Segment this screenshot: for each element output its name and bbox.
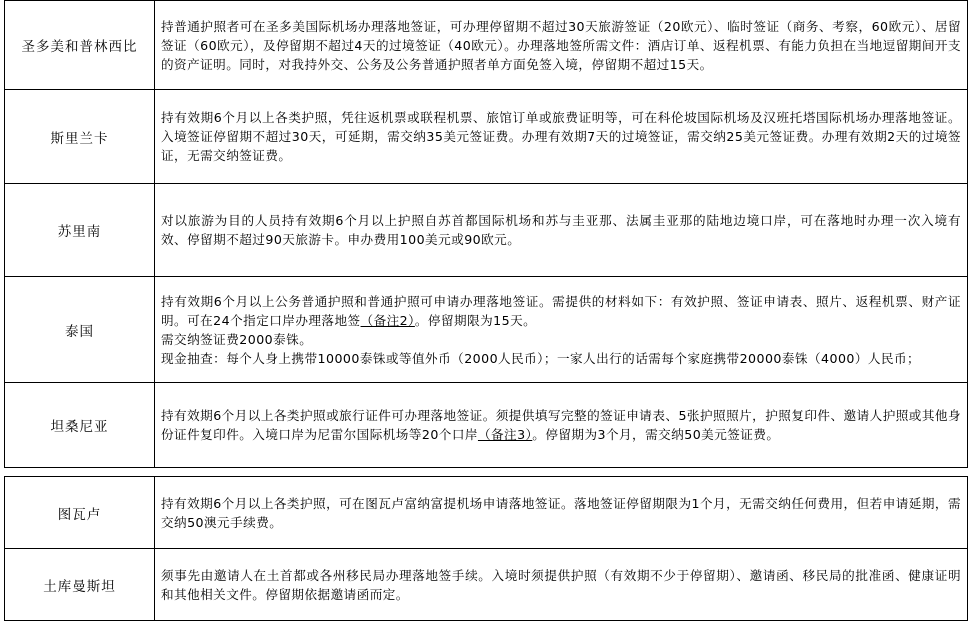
description-cell: 须事先由邀请人在土首都或各州移民局办理落地签手续。入境时须提供护照（有效期不少于停留期）、邀请函、移民局的批准函、健康证明和其他相关文件。停留期依据邀请函而定。 — [155, 549, 968, 621]
country-cell: 泰国 — [5, 277, 155, 383]
table-row — [5, 477, 968, 549]
footnote-ref: （备注3） — [477, 427, 533, 442]
country-cell: 图瓦卢 — [5, 477, 155, 549]
country-cell: 土库曼斯坦 — [5, 549, 155, 621]
paragraph: 需交纳签证费2000泰铢。 — [161, 331, 313, 347]
country-cell: 斯里兰卡 — [5, 90, 155, 184]
table-row — [5, 184, 968, 277]
text-segment: 。停留期为3个月，需交纳50美元签证费。 — [532, 427, 780, 442]
description-cell: 持有效期6个月以上各类护照，可在图瓦卢富纳富提机场申请落地签证。落地签证停留期限为1个月，无需交纳任何费用，但若申请延期，需交纳50澳元手续费。 — [155, 477, 968, 549]
table-row — [5, 90, 968, 184]
text-segment: 持有效期6个月以上各类护照或旅行证件可办理落地签证。须提供填写完整的签证申请表、5张护照照片，护照复印件、邀请人护照或其他身份证件复印件。入境口岸为尼雷尔国际机场等20个口岸 — [161, 408, 961, 442]
description-cell — [155, 383, 968, 468]
description-cell: 持普通护照者可在圣多美国际机场办理落地签证，可办理停留期不超过30天旅游签证（20欧元）、临时签证（商务、考察，60欧元）、居留签证（60欧元），及停留期不超过4天的过境签证（40欧元）。办理落地签所需文件：酒店订单、返程机票、有能力负担在当地逗留期间开支的资产证明。同时，对我持外交、公务及公务普通护照者单方面免签入境，停留期不超过15天。 — [155, 1, 968, 90]
country-cell: 圣多美和普林西比 — [5, 1, 155, 90]
table-row — [5, 383, 968, 468]
visa-table-part-1 — [4, 0, 968, 468]
paragraph — [161, 292, 961, 330]
text-segment: 持有效期6个月以上公务普通护照和普通护照可申请办理落地签证。需提供的材料如下：有效护照、签证申请表、照片、返程机票、财产证明。可在24个指定口岸办理落地签 — [161, 293, 961, 328]
footnote-ref: （备注2） — [360, 312, 415, 328]
description-cell — [155, 277, 968, 383]
text-segment: 。停留期限为15天。 — [414, 312, 537, 328]
visa-table-part-2 — [4, 476, 968, 621]
description-cell: 对以旅游为目的人员持有效期6个月以上护照自苏首都国际机场和苏与圭亚那、法属圭亚那的陆地边境口岸，可在落地时办理一次入境有效、停留期不超过90天旅游卡。申办费用100美元或90欧元。 — [155, 184, 968, 277]
table-row — [5, 549, 968, 621]
paragraph: 现金抽查：每个人身上携带10000泰铢或等值外币（2000人民币）；一家人出行的话需每个家庭携带20000泰铢（4000）人民币； — [161, 350, 921, 366]
country-cell: 苏里南 — [5, 184, 155, 277]
description-cell: 持有效期6个月以上各类护照，凭往返机票或联程机票、旅馆订单或旅费证明等，可在科伦坡国际机场及汉班托塔国际机场办理落地签证。入境签证停留期不超过30天，可延期，需交纳35美元签证费。办理有效期7天的过境签证，需交纳25美元签证费。办理有效期2天的过境签证，无需交纳签证费。 — [155, 90, 968, 184]
country-cell: 坦桑尼亚 — [5, 383, 155, 468]
table-row — [5, 277, 968, 383]
table-row — [5, 1, 968, 90]
